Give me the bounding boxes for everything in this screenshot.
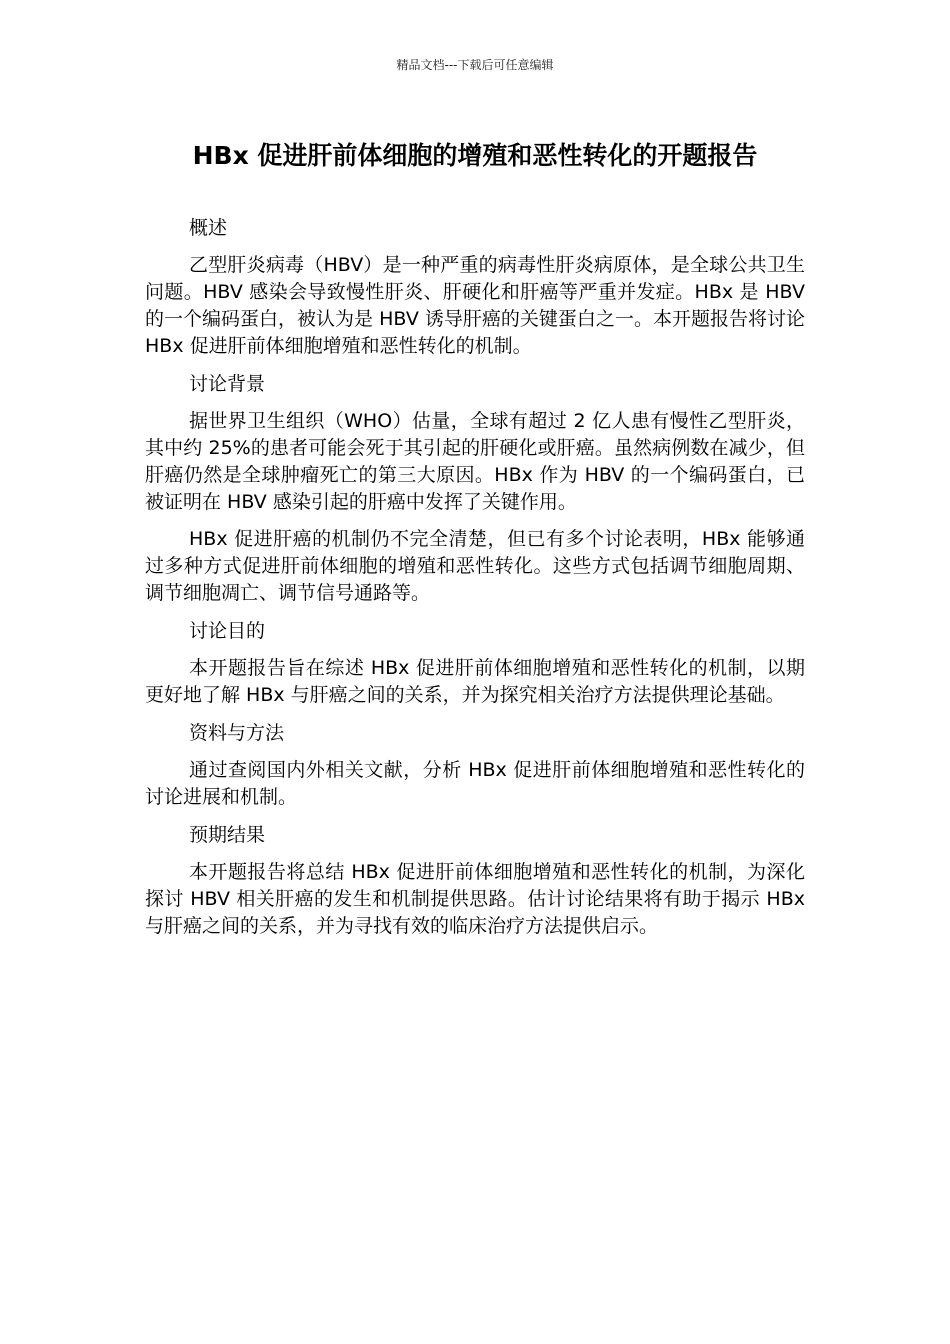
paragraph: 乙型肝炎病毒（HBV）是一种严重的病毒性肝炎病原体，是全球公共卫生问题。HBV 感染会导致慢性肝炎、肝硬化和肝癌等严重并发症。HBx 是 HBV 的一个编码蛋白，被认为是 HBV 诱导肝癌的关键蛋白之一。本开题报告将讨论 HBx 促进肝前体细胞增殖和恶性转化的机制。	[145, 254, 805, 357]
section-overview	[145, 214, 805, 360]
header-note: 精品文档---下载后可任意编辑	[396, 58, 554, 72]
document-title: HBx 促进肝前体细胞的增殖和恶性转化的开题报告	[192, 141, 758, 170]
section-materials-methods	[145, 719, 805, 811]
section-heading: 预期结果	[189, 824, 266, 846]
paragraph: 据世界卫生组织（WHO）估量，全球有超过 2 亿人患有慢性乙型肝炎，其中约 25%的患者可能会死于其引起的肝硬化或肝癌。虽然病例数在减少，但肝癌仍然是全球肿瘤死亡的第三大原因。HBx 作为 HBV 的一个编码蛋白，已被证明在 HBV 感染引起的肝癌中发挥了关键作用。	[145, 410, 805, 513]
paragraph: HBx 促进肝癌的机制仍不完全清楚，但已有多个讨论表明，HBx 能够通过多种方式促进肝前体细胞的增殖和恶性转化。这些方式包括调节细胞周期、调节细胞凋亡、调节信号通路等。	[145, 528, 805, 604]
section-background	[145, 370, 805, 607]
paragraph: 通过查阅国内外相关文献，分析 HBx 促进肝前体细胞增殖和恶性转化的讨论进展和机制。	[145, 759, 805, 808]
section-heading: 讨论背景	[189, 373, 266, 395]
section-heading: 概述	[189, 217, 228, 239]
section-expected-results	[145, 821, 805, 940]
paragraph: 本开题报告将总结 HBx 促进肝前体细胞增殖和恶性转化的机制，为深化探讨 HBV 相关肝癌的发生和机制提供思路。估计讨论结果将有助于揭示 HBx 与肝癌之间的关系，并为寻找有效的临床治疗方法提供启示。	[145, 861, 805, 937]
paragraph: 本开题报告旨在综述 HBx 促进肝前体细胞增殖和恶性转化的机制，以期更好地了解 HBx 与肝癌之间的关系，并为探究相关治疗方法提供理论基础。	[145, 657, 805, 706]
section-heading: 资料与方法	[189, 722, 285, 744]
document-body	[145, 214, 805, 950]
section-heading: 讨论目的	[189, 620, 266, 642]
section-purpose	[145, 617, 805, 709]
